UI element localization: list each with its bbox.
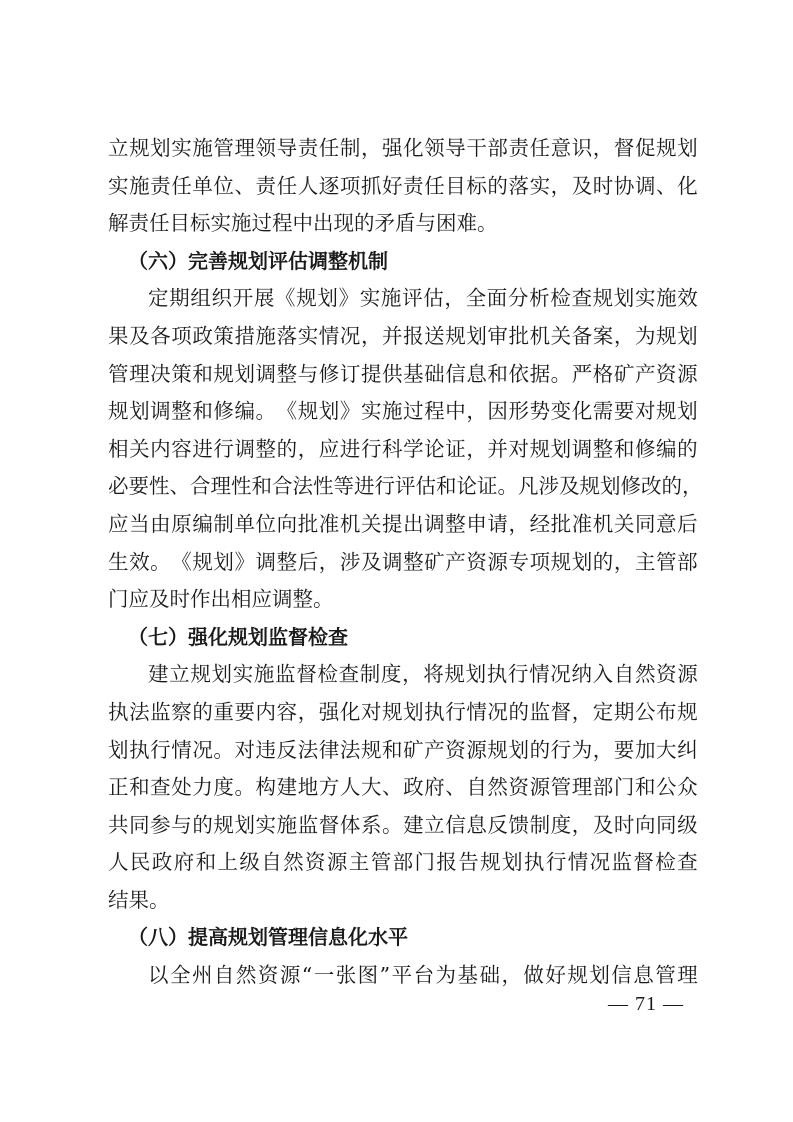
page-number: — 71 — [608,993,684,1015]
section-heading: （八）提高规划管理信息化水平 [128,925,408,950]
text-line: 果 及 各 项 政 策 措 施 落 实 情 况 ， 并 报 送 规 划 审 批 机 关 备 案 ， 为 规 划 [108,323,698,348]
text-line: 生 效 。 《 规 划 》 调 整 后 ， 涉 及 调 整 矿 产 资 源 专 项 规 划 的 ， 主 管 部 [108,549,698,574]
text-line: 必 要 性 、 合 理 性 和 合 法 性 等 进 行 评 估 和 论 证 。 凡 涉 及 规 划 修 改 的 ， [108,474,703,499]
section-heading: （六）完善规划评估调整机制 [128,248,388,273]
text-line: 正 和 查 处 力 度 。 构 建 地 方 人 大 、 政 府 、 自 然 资 源 管 理 部 门 和 公 众 [108,775,698,800]
text-line: 规 划 调 整 和 修 编 。 《 规 划 》 实 施 过 程 中 ， 因 形 势 变 化 需 要 对 规 划 [108,399,698,424]
text-line: 划 执 行 情 况 。 对 违 反 法 律 法 规 和 矿 产 资 源 规 划 的 行 为 ， 要 加 大 纠 [108,737,698,762]
text-line: 共 同 参 与 的 规 划 实 施 监 督 体 系 。 建 立 信 息 反 馈 制 度 ， 及 时 向 同 级 [108,812,698,837]
section-heading: （七）强化规划监督检查 [128,624,348,649]
text-line: 实 施 责 任 单 位 、 责 任 人 逐 项 抓 好 责 任 目 标 的 落 实 ， 及 时 协 调 、 化 [108,173,698,198]
text-line: 结果。 [108,887,170,912]
text-line: 门应及时作出相应调整。 [108,587,334,612]
document-body [108,130,703,995]
text-line: 应 当 由 原 编 制 单 位 向 批 准 机 关 提 出 调 整 申 请 ， 经 批 准 机 关 同 意 后 [108,511,698,536]
text-line: 解责任目标实施过程中出现的矛盾与困难。 [108,211,498,236]
text-line: 以 全 州 自 然 资 源 “ 一 张 图 ” 平 台 为 基 础 ， 做 好 规 划 信 息 管 理 [148,963,698,988]
text-line: 立 规 划 实 施 管 理 领 导 责 任 制 ， 强 化 领 导 干 部 责 任 意 识 ， 督 促 规 划 [108,136,698,160]
text-line: 相 关 内 容 进 行 调 整 的 ， 应 进 行 科 学 论 证 ， 并 对 规 划 调 整 和 修 编 的 [108,436,698,461]
text-line: 定 期 组 织 开 展 《 规 划 》 实 施 评 估 ， 全 面 分 析 检 查 规 划 实 施 效 [148,286,698,311]
text-line: 人 民 政 府 和 上 级 自 然 资 源 主 管 部 门 报 告 规 划 执 行 情 况 监 督 检 查 [108,850,698,875]
text-line: 管 理 决 策 和 规 划 调 整 与 修 订 提 供 基 础 信 息 和 依 据 。 严 格 矿 产 资 源 [108,361,698,386]
text-line: 执 法 监 察 的 重 要 内 容 ， 强 化 对 规 划 执 行 情 况 的 监 督 ， 定 期 公 布 规 [108,699,698,724]
text-line: 建 立 规 划 实 施 监 督 检 查 制 度 ， 将 规 划 执 行 情 况 纳 入 自 然 资 源 [148,662,698,687]
